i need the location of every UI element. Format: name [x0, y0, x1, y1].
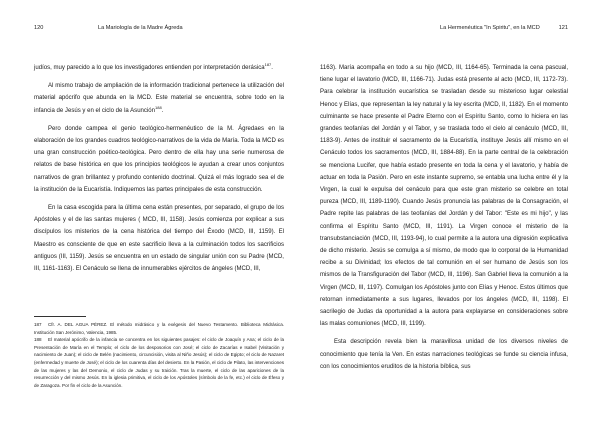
paragraph: Esta descripción revela bien la maravillosa unidad de los diversos niveles de conocimiento que tenía la Ven. En estas narraciones teológicas se funde su ciencia infusa, con los conocimientos eruditos de la historia bíblica, sus: [320, 339, 568, 370]
paragraph: En la casa escogida para la última cena están presentes, por separado, el grupo de los Apóstoles y el de las santas mujeres ( MCD, III, 1158). Jesús comienza por explicar a sus discípulos los misterios de la cena histórica del tiempo del Éxodo (MCD, III, 1159). El Maestro es consciente de que en este sacrificio lleva a la culminación todos los sacrificios antiguos (III, 1159). Jesús se encuentra en un estado de singular unión con su Padre (MCD, III, 1161-1163). El Cenáculo se llena de innumerables ejércitos de ángeles (MCD, III,: [34, 205, 284, 273]
paragraph: Pero donde campea el genio teológico-hermenéutico de la M. Ágredaes en la elaboración de los grandes cuadros teológico-narrativos de la vida de María. Toda la MCD es una gran construcción poético-teológica. Pero dentro de ella hay una serie numerosa de relatos de base histórica en que los principios teológicos le ayudan a crear unos conjuntos narrativos de gran brillantez y profundo contenido doctrinal. Quizá el más logrado sea el de la institución de la Eucaristía. Indiquemos las partes principales de esta construcción.: [34, 125, 284, 193]
footnote: 188 El material apócrifo de la infancia se concentra en los siguientes pasajes: el ciclo de Joaquín y Ana; el ciclo de la Presentación de María en el Templo; el ciclo de los desposorios con José; el ciclo de Zacarías e Isabel (Visitación y nacimiento de Juan); el ciclo de Belén (nacimiento, circuncisión, visita al Niño Jesús); el ciclo de Egipto; el ciclo de Nazaret (enfermedad y muerte de José); el ciclo de los cuarenta días del desierto. En la Pasión, el ciclo de Pilato, las intervenciones de las mujeres y las del Demonio, el ciclo de Judas y su traición. Tras la muerte, el ciclo de las apariciones de la resurrección y del mismo Jesús. En la iglesia primitiva, el ciclo de los Apóstoles (símbolo de la fe, etc.) el ciclo de Éfeso y de Zaragoza. Por fin el ciclo de la Asunción.: [34, 337, 284, 388]
running-title: La Mariología de la Madre Ágreda: [98, 25, 183, 31]
paragraph: 1163). María acompaña en todo a su hijo (MCD, III, 1164-65). Terminada la cena pascual, tiene lugar el lavatorio (MCD, III, 1166-71). Judas está presente al acto (MCD, III, 1172-73). Para celebrar la institución eucarística se trasladan desde su misterioso lugar celestial Henoc y Elías, que representan la ley natural y la ley escrita (MCD, II, 1182). En el momento culminante se hace presente el Padre Eterno con el Espíritu Santo, como lo hiciera en las grandes teofanías del Jordán y el Tabor, y se traslada todo el cielo al cenáculo (MCD, III, 1183-9). Antes de instituir el sacramento de la Eucaristía, instituye Jesús allí mismo en el Cenáculo todos los sacramentos (MCD, III, 1884-88). En la parte central de la celebración se menciona Lucifer, que había estado presente en toda la cena y el lavatorio, y había de actuar en toda la Pasión. Pero en este instante supremo, se entabla una lucha entre él y la Virgen, la cual le expulsa del cenáculo para que este gran misterio se celebre en total pureza (MCD, III, 1189-1190). Cuando Jesús pronuncia las palabras de la Consagración, el Padre repite las palabras de las teofanías del Jordán y del Tabor: "Este es mi hijo", y las confirma el Espíritu Santo (MCD, III, 1191). La Virgen conoce el misterio de la transubstanciación (MCD, III, 1193-94), lo cual permite a la autora una digresión explicativa de dicho misterio. Jesús se comulga a sí mismo, de modo que lo corporal de la Humanidad recibe a su Divinidad; los efectos de tal comunión en el ser humano de Jesús son los mismos de la Transfiguración del Tabor (MCD, III, 1196). San Gabriel lleva la comunión a la Virgen (MCD, III, 1197). Comulgan los Apóstoles junto con Elías y Henoc. Estos últimos que retornan inmediatamente a sus lugares, llevados por los ángeles (MCD, III, 1198). El sacrilegio de Judas da oportunidad a la autora para explayarse en consideraciones sobre las malas comuniones (MCD, III, 1199).: [320, 65, 568, 328]
page-number: 121: [558, 25, 568, 31]
running-title: La Hermenéutica "In Spiritu", en la MCD: [440, 25, 540, 31]
right-page: [300, 0, 600, 423]
body-text-left: [34, 62, 284, 275]
footnote-mark: 187: [34, 322, 42, 327]
footnote: 187 Cfr. A. DEL AGUA PÉREZ. El método midrásico y la exégesis del Nuevo Testamento. Biblioteca Midrásica. Institución San Jerónimo, Valencia, 1985.: [34, 322, 284, 335]
footnote-ref[interactable]: 188: [155, 104, 162, 110]
page-number: 120: [34, 25, 44, 31]
footnote-ref[interactable]: 187: [264, 61, 272, 67]
footnote-rule: [34, 316, 86, 317]
paragraph: judíos, muy parecido a lo que los investigadores entienden por interpretación derásica$^{187}$.: [34, 61, 273, 71]
paragraph: Al mismo trabajo de ampliación de la información tradicional pertenece la utilización del material apócrifo que abunda en la MCD. Este material se encuentra, sobre todo en la infancia de Jesús y en el ciclo de la Asunción$^{188}$.: [34, 83, 284, 114]
footnotes: [34, 321, 284, 389]
body-text-right: [320, 62, 568, 373]
footnote-mark: 188: [34, 337, 42, 343]
